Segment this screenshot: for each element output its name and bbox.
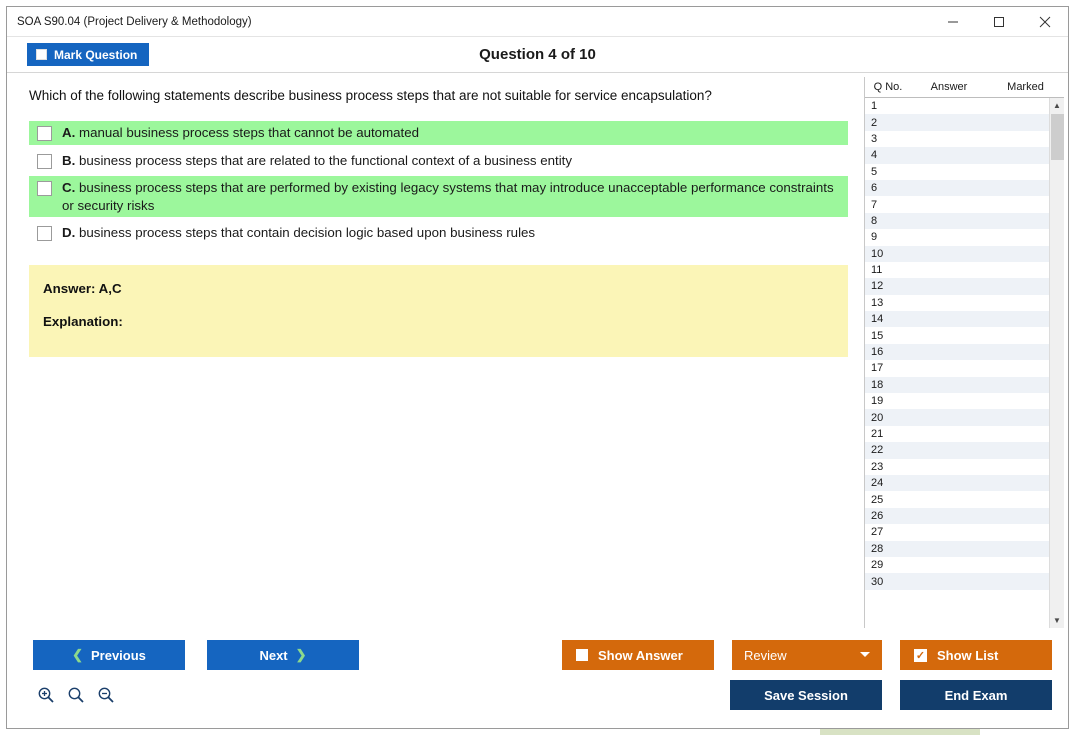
cell-qno: 26 [871,509,884,522]
next-label: Next [259,647,288,663]
table-row[interactable] [865,262,1049,278]
option-c-checkbox[interactable] [37,181,52,196]
cell-qno: 28 [871,542,884,555]
cell-qno: 14 [871,313,884,326]
table-row[interactable] [865,344,1049,360]
question-list-scrollbar[interactable] [1049,98,1064,628]
table-row[interactable] [865,98,1049,114]
question-stem: Which of the following statements describe business process steps that are not suitable for service encapsulation? [29,88,712,103]
option-d[interactable] [29,221,848,245]
question-list-rows[interactable] [865,98,1049,628]
exam-window [6,6,1069,729]
cell-qno: 20 [871,411,884,424]
column-header-answer: Answer [930,81,968,93]
zoom-reset-icon[interactable] [65,684,87,706]
scroll-down-icon[interactable]: ▼ [1050,613,1065,628]
cell-qno: 7 [871,198,878,211]
option-c-body: business process steps that are performed by existing legacy systems that may introduce unacceptable performance constraints or security risks [62,180,834,213]
table-row[interactable] [865,295,1049,311]
table-row[interactable] [865,459,1049,475]
question-list-header [865,77,1064,98]
cell-qno: 16 [871,346,884,359]
cell-qno: 18 [871,378,884,391]
cell-qno: 9 [871,231,878,244]
scroll-up-icon[interactable]: ▲ [1050,98,1065,113]
cell-qno: 13 [871,296,884,309]
maximize-icon[interactable] [976,7,1022,37]
footer-row-primary [23,640,1052,670]
cell-qno: 6 [871,182,878,195]
scrollbar-thumb[interactable] [1051,114,1064,160]
table-row[interactable] [865,573,1049,589]
question-pane [7,73,864,632]
show-answer-button[interactable] [562,640,714,670]
cell-qno: 1 [871,100,878,113]
explanation-text: Explanation: [43,313,123,329]
table-row[interactable] [865,164,1049,180]
option-b-checkbox[interactable] [37,154,52,169]
option-a[interactable] [29,121,848,145]
column-header-marked: Marked [1007,81,1044,93]
save-session-button[interactable] [730,680,882,710]
mark-question-checkbox-icon [36,49,47,60]
option-c-letter: C. [62,180,76,196]
option-a-body: manual business process steps that cannot be automated [79,125,420,141]
table-row[interactable] [865,426,1049,442]
window-controls [930,7,1068,36]
table-row[interactable] [865,508,1049,524]
option-d-body: business process steps that contain decision logic based upon business rules [79,225,536,241]
table-row[interactable] [865,475,1049,491]
table-row[interactable] [865,491,1049,507]
table-row[interactable] [865,360,1049,376]
table-row[interactable] [865,327,1049,343]
option-d-checkbox[interactable] [37,226,52,241]
footer [7,632,1068,728]
show-answer-checkbox-icon [576,649,588,661]
cell-qno: 3 [871,132,878,145]
cell-qno: 17 [871,362,884,375]
footer-row-secondary [23,680,1052,710]
mark-question-button[interactable] [27,43,149,66]
previous-button[interactable] [33,640,185,670]
cell-qno: 27 [871,526,884,539]
show-answer-label: Show Answer [598,647,683,663]
table-row[interactable] [865,196,1049,212]
table-row[interactable] [865,229,1049,245]
cell-qno: 25 [871,493,884,506]
header-bar [7,37,1068,73]
option-d-letter: D. [62,225,76,241]
option-c-text [62,179,842,214]
minimize-icon[interactable] [930,7,976,37]
option-b[interactable] [29,149,848,173]
cell-qno: 30 [871,575,884,588]
cell-qno: 19 [871,395,884,408]
show-list-label: Show List [937,647,999,663]
table-row[interactable] [865,524,1049,540]
end-exam-button[interactable] [900,680,1052,710]
cell-qno: 23 [871,460,884,473]
cell-qno: 5 [871,165,878,178]
table-row[interactable] [865,213,1049,229]
review-dropdown[interactable] [732,640,882,670]
answer-text: Answer: A,C [43,280,122,296]
cell-qno: 2 [871,116,878,129]
chevron-left-icon: ❮ [72,647,83,662]
next-button[interactable] [207,640,359,670]
table-row[interactable] [865,180,1049,196]
mark-question-label: Mark Question [54,47,138,62]
zoom-in-icon[interactable] [35,684,57,706]
title-bar [7,7,1068,37]
column-header-qno: Q No. [873,81,903,93]
chevron-right-icon: ❯ [295,647,307,662]
table-row[interactable] [865,131,1049,147]
options-list [29,121,848,249]
zoom-controls [35,684,117,706]
show-list-button[interactable] [900,640,1052,670]
table-row[interactable] [865,311,1049,327]
option-c[interactable] [29,176,848,217]
option-d-text [62,224,535,242]
cell-qno: 10 [871,247,884,260]
table-row[interactable] [865,557,1049,573]
table-row[interactable] [865,442,1049,458]
body [7,73,1068,632]
cell-qno: 24 [871,477,884,490]
chevron-down-icon [860,652,870,657]
end-exam-label: End Exam [944,687,1008,703]
desktop-strip [820,729,980,735]
table-row[interactable] [865,114,1049,130]
cell-qno: 4 [871,149,878,162]
window-title: SOA S90.04 (Project Delivery & Methodology) [17,15,252,28]
cell-qno: 29 [871,559,884,572]
option-a-text [62,124,419,142]
show-list-checkbox-icon: ✓ [915,649,926,662]
table-row[interactable] [865,541,1049,557]
option-a-letter: A. [62,125,76,141]
save-session-label: Save Session [764,687,848,703]
review-label: Review [744,647,787,663]
option-b-letter: B. [62,152,76,168]
table-row[interactable] [865,377,1049,393]
table-row[interactable] [865,393,1049,409]
zoom-out-icon[interactable] [95,684,117,706]
table-row[interactable] [865,246,1049,262]
cell-qno: 11 [871,264,883,277]
cell-qno: 22 [871,444,884,457]
option-a-checkbox[interactable] [37,126,52,141]
cell-qno: 8 [871,214,878,227]
question-list-body [865,98,1064,628]
option-b-body: business process steps that are related to the functional context of a business entity [79,152,573,168]
table-row[interactable] [865,147,1049,163]
cell-qno: 12 [871,280,884,293]
cell-qno: 15 [871,329,884,342]
cell-qno: 21 [871,428,884,440]
option-b-text [62,152,572,170]
table-row[interactable] [865,409,1049,425]
previous-label: Previous [90,647,146,663]
answer-panel [29,265,848,357]
question-list-panel [864,77,1064,628]
close-icon[interactable] [1022,7,1068,37]
table-row[interactable] [865,278,1049,294]
question-title: Question 4 of 10 [479,46,596,63]
